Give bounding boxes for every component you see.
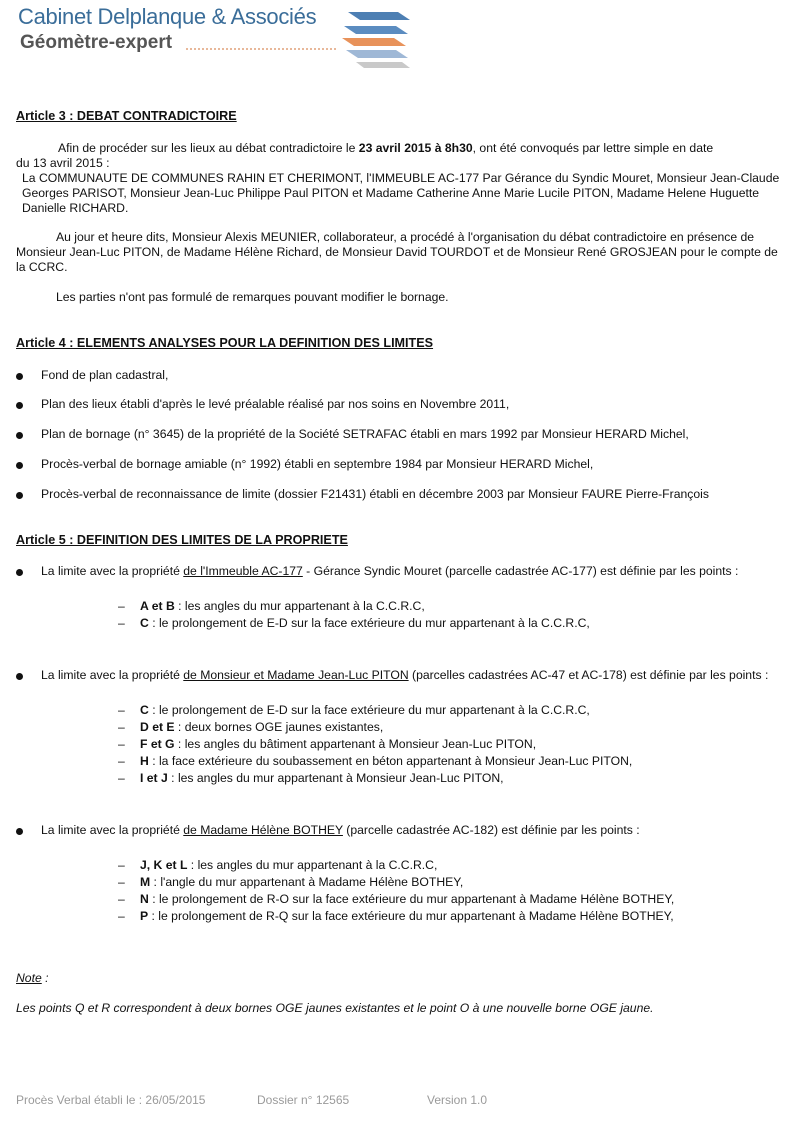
convoked-line-3: Danielle RICHARD.: [22, 201, 129, 215]
bullet-icon: [16, 828, 23, 835]
convoked-line-2: Georges PARISOT, Monsieur Jean-Luc Philippe Paul PITON et Madame Catherine Anne Marie Lucile PITON, Madame Helene Huguette: [22, 186, 760, 200]
company-name: Cabinet Delplanque & Associés: [18, 4, 317, 29]
footer-dossier: Dossier n° 12565: [257, 1093, 350, 1107]
point-description: : le prolongement de R-O sur la face extérieure du mur appartenant à Madame Hélène BOTHEY,: [148, 892, 675, 906]
article4-title: Article 4 : ELEMENTS ANALYSES POUR LA DEFINITION DES LIMITES: [16, 336, 434, 350]
point-description: : les angles du mur appartenant à la C.C.R.C,: [174, 599, 425, 613]
point-label: H: [140, 754, 149, 768]
point-label: C: [140, 616, 149, 630]
note-text: Les points Q et R correspondent à deux bornes OGE jaunes existantes et le point O à une nouvelle borne OGE jaune.: [16, 1001, 654, 1015]
dash-icon: –: [118, 892, 125, 906]
list-item-text: Procès-verbal de reconnaissance de limite (dossier F21431) établi en décembre 2003 par Monsieur FAURE Pierre-François: [41, 487, 709, 501]
note-heading: [16, 971, 49, 985]
list-item-text: Plan de bornage (n° 3645) de la propriété de la Société SETRAFAC établi en mars 1992 par Monsieur HERARD Michel,: [41, 427, 689, 441]
limit-owner: de Madame Hélène BOTHEY: [183, 823, 343, 837]
footer-version: Version 1.0: [427, 1093, 488, 1107]
limit-suffix: (parcelle cadastrée AC-182) est définie par les points :: [342, 823, 640, 837]
limit-prefix: La limite avec la propriété: [41, 823, 184, 837]
point-description: : le prolongement de E-D sur la face extérieure du mur appartenant à la C.C.R.C,: [148, 616, 590, 630]
point-description: : la face extérieure du soubassement en béton appartenant à Monsieur Jean-Luc PITON,: [148, 754, 633, 768]
bullet-icon: [16, 673, 23, 680]
limit-suffix: (parcelles cadastrées AC-47 et AC-178) est définie par les points :: [408, 668, 769, 682]
footer-date: Procès Verbal établi le : 26/05/2015: [16, 1093, 206, 1107]
note-colon: :: [41, 971, 49, 985]
point-label: P: [140, 909, 149, 923]
bullet-icon: [16, 462, 23, 469]
article3-p1-line2: du 13 avril 2015 :: [16, 156, 110, 170]
article3-p2-line3: la CCRC.: [16, 260, 68, 274]
company-logo: [336, 4, 416, 72]
limit-prefix: La limite avec la propriété: [41, 668, 184, 682]
point-label: I et J: [140, 771, 168, 785]
point-label: A et B: [140, 599, 175, 613]
point-label: N: [140, 892, 149, 906]
limit-suffix: - Gérance Syndic Mouret (parcelle cadastrée AC-177) est définie par les points :: [302, 564, 739, 578]
limit-owner: de Monsieur et Madame Jean-Luc PITON: [183, 668, 409, 682]
bullet-icon: [16, 373, 23, 380]
header-dotted-line: [186, 48, 336, 50]
point-label: M: [140, 875, 151, 889]
bullet-icon: [16, 402, 23, 409]
dash-icon: –: [118, 703, 125, 717]
point-description: : deux bornes OGE jaunes existantes,: [174, 720, 384, 734]
note-label: Note: [16, 971, 42, 985]
convoked-line-1: La COMMUNAUTE DE COMMUNES RAHIN ET CHERIMONT, l'IMMEUBLE AC-177 Par Gérance du Syndic Mouret, Monsieur Jean-Claude: [22, 171, 780, 185]
point-label: D et E: [140, 720, 175, 734]
point-description: : les angles du bâtiment appartenant à Monsieur Jean-Luc PITON,: [174, 737, 537, 751]
article3-p1-post: , ont été convoqués par lettre simple en date: [472, 141, 714, 155]
dash-icon: –: [118, 875, 125, 889]
dash-icon: –: [118, 754, 125, 768]
point-description: : les angles du mur appartenant à la C.C.R.C,: [187, 858, 438, 872]
bullet-icon: [16, 492, 23, 499]
bullet-icon: [16, 432, 23, 439]
point-label: C: [140, 703, 149, 717]
article3-p2-line1: Au jour et heure dits, Monsieur Alexis MEUNIER, collaborateur, a procédé à l'organisation du débat contradictoire en présence de: [56, 230, 755, 244]
dash-icon: –: [118, 909, 125, 923]
article3-title: Article 3 : DEBAT CONTRADICTOIRE: [16, 109, 237, 123]
point-label: J, K et L: [140, 858, 188, 872]
point-description: : les angles du mur appartenant à Monsieur Jean-Luc PITON,: [167, 771, 504, 785]
list-item-text: Plan des lieux établi d'après le levé préalable réalisé par nos soins en Novembre 2011,: [41, 397, 510, 411]
dash-icon: –: [118, 737, 125, 751]
point-description: : le prolongement de R-Q sur la face extérieure du mur appartenant à Madame Hélène BOTHEY,: [148, 909, 674, 923]
article3-p1-pre: Afin de procéder sur les lieux au débat contradictoire le: [58, 141, 359, 155]
company-profession: Géomètre-expert: [20, 32, 173, 53]
limit-prefix: La limite avec la propriété: [41, 564, 184, 578]
article3-p2-line2: Monsieur Jean-Luc PITON, de Madame Hélène Richard, de Monsieur David TOURDOT et de Monsieur René GROSJEAN pour le compte de: [16, 245, 778, 259]
point-description: : l'angle du mur appartenant à Madame Hélène BOTHEY,: [150, 875, 464, 889]
limit-owner: de l'Immeuble AC-177: [183, 564, 303, 578]
dash-icon: –: [118, 599, 125, 613]
article5-title: Article 5 : DEFINITION DES LIMITES DE LA PROPRIETE: [16, 533, 348, 547]
dash-icon: –: [118, 858, 125, 872]
article3-paragraph-1: [16, 141, 780, 156]
bullet-icon: [16, 569, 23, 576]
dash-icon: –: [118, 720, 125, 734]
dash-icon: –: [118, 771, 125, 785]
article3-paragraph-3: Les parties n'ont pas formulé de remarques pouvant modifier le bornage.: [56, 290, 449, 304]
dash-icon: –: [118, 616, 125, 630]
point-description: : le prolongement de E-D sur la face extérieure du mur appartenant à la C.C.R.C,: [148, 703, 590, 717]
debate-date: 23 avril 2015 à 8h30: [358, 141, 473, 155]
point-label: F et G: [140, 737, 175, 751]
list-item-text: Fond de plan cadastral,: [41, 368, 169, 382]
list-item-text: Procès-verbal de bornage amiable (n° 1992) établi en septembre 1984 par Monsieur HERARD Michel,: [41, 457, 594, 471]
